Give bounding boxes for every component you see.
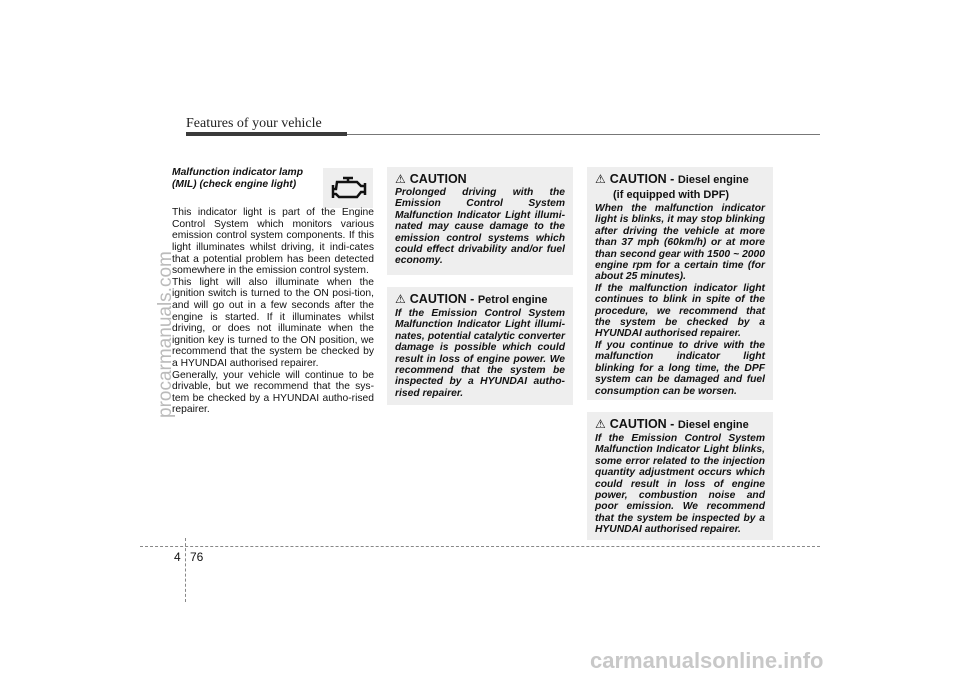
caution-title: CAUTION - <box>409 292 475 306</box>
caution-subtitle: Petrol engine <box>477 294 548 306</box>
caution-title: CAUTION <box>409 172 467 186</box>
caution-text: When the malfunction indicator light is blinks, it may stop blinking after driving the vehicle at more than 37 mph (60km/h) or at more than second gear with 1500 ~ 2000 engine rpm for a certain time (for about 25 minutes). <box>595 203 765 283</box>
caution-text: If the malfunction indicator light continues to blink in spite of the procedure, we recommend that the system be checked by a HYUNDAI authorised repairer. <box>595 282 765 340</box>
caution-title: CAUTION - <box>609 417 675 431</box>
caution-text: If the Emission Control System Malfunction Indicator Light illumi-nates, potential catalytic converter damage is possible which could result in loss of engine power. We recommend that the system be inspected by a HYUNDAI autho-rised repairer. <box>395 308 565 399</box>
caution-subtitle: Diesel engine <box>677 419 749 431</box>
watermark-left: procarmanuals.com <box>155 251 176 418</box>
caution-text: Prolonged driving with the Emission Control System Malfunction Indicator Light illumi-nated may cause damage to the emission control systems which could effect drivability and/or fuel economy. <box>395 187 565 267</box>
caution-box-diesel-dpf <box>587 167 773 400</box>
caution-text: If the Emission Control System Malfunction Indicator Light blinks, some error related to the injection quantity adjustment occurs which could result in loss of engine power, combustion noise and poor emission. We recommend that the system be inspected by a HYUNDAI authorised repairer. <box>595 433 765 536</box>
mil-title: Malfunction indicator lamp (MIL) (check engine light) <box>172 167 304 190</box>
mil-section <box>172 167 374 416</box>
caution-box-petrol <box>387 287 573 405</box>
mil-paragraph: This indicator light is part of the Engine Control System which monitors various emission control system components. If this light illuminates whilst driving, it indi-cates that a potential problem has been detected somewhere in the emission control system. <box>172 207 374 277</box>
mil-paragraph: This light will also illuminate when the ignition switch is turned to the ON posi-tion, and will go out in a few seconds after the engine is started. If it illuminates whilst driving, or does not illuminate when the ignition key is turned to the ON position, we recommend that the system be checked by a HYUNDAI authorised repairer. <box>172 276 374 369</box>
warning-icon: ⚠ <box>395 292 406 306</box>
footer-divider <box>185 538 186 602</box>
caution-text: If you continue to drive with the malfunction indicator light blinking for a long time, the DPF system can be damaged and fuel consumption can be worsen. <box>595 339 765 397</box>
caution-subtitle: Diesel engine <box>677 174 749 186</box>
caution-box-diesel <box>587 412 773 540</box>
header-rule <box>347 134 820 135</box>
warning-icon: ⚠ <box>595 172 606 186</box>
page-number: 76 <box>190 550 204 564</box>
footer-rule <box>140 546 820 547</box>
warning-icon: ⚠ <box>595 417 606 431</box>
warning-icon: ⚠ <box>395 172 406 186</box>
caution-subtitle: (if equipped with DPF) <box>613 189 730 201</box>
page-header-title: Features of your vehicle <box>186 116 322 131</box>
caution-box-general <box>387 167 573 275</box>
caution-title: CAUTION - <box>609 172 675 186</box>
section-number: 4 <box>174 550 181 564</box>
mil-paragraph: Generally, your vehicle will continue to be drivable, but we recommend that the sys-tem be checked by a HYUNDAI autho-rised repairer. <box>172 369 374 416</box>
header-bar <box>186 132 347 136</box>
watermark-bottom: carmanualsonline.info <box>590 648 824 673</box>
